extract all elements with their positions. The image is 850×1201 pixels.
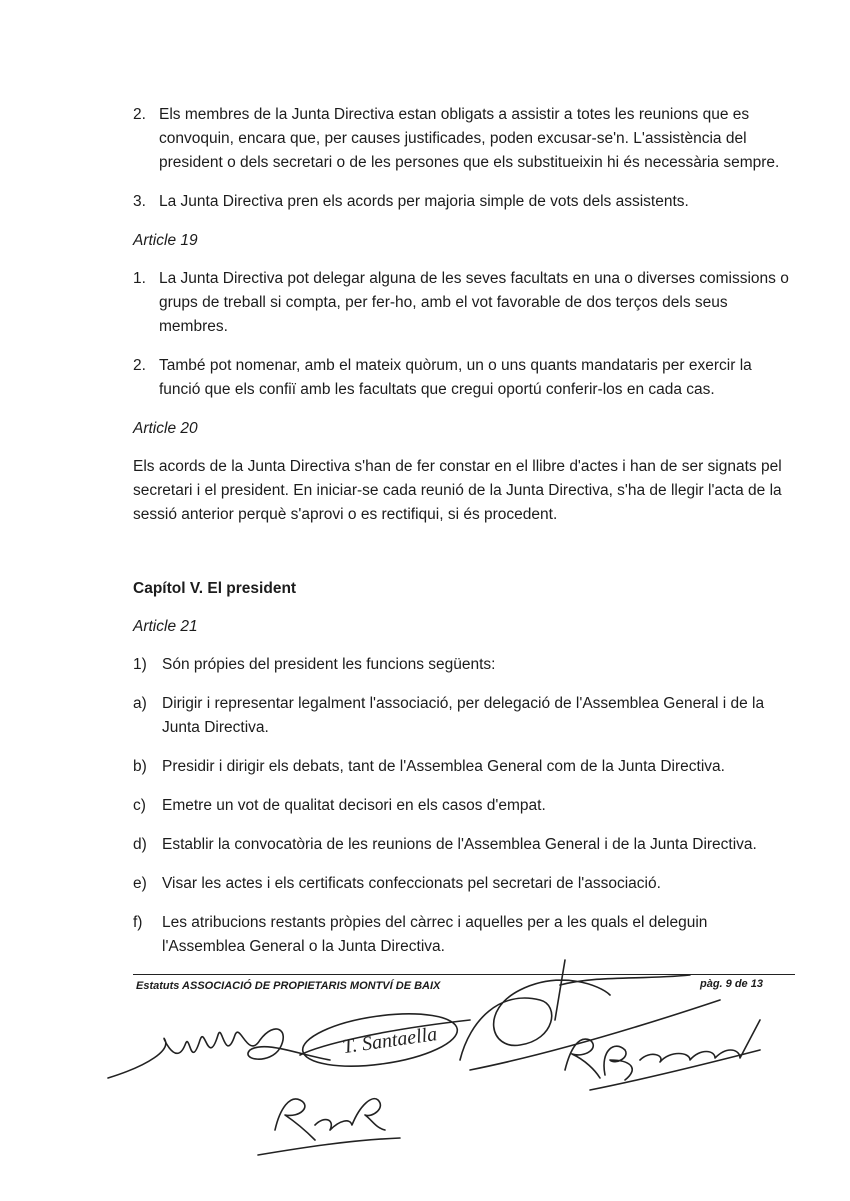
item-number: 1. — [133, 270, 146, 287]
signature-5 — [258, 1099, 400, 1155]
item-number: c) — [133, 797, 146, 814]
signature-text-1: T. Santaella — [341, 1023, 439, 1059]
item-number: b) — [133, 758, 147, 775]
chapter-heading: Capítol V. El president — [133, 580, 297, 597]
article-heading: Article 19 — [133, 232, 198, 249]
item-text: Emetre un vot de qualitat decisori en els casos d'empat. — [162, 797, 546, 814]
item-number: 1) — [133, 656, 147, 673]
item-number: e) — [133, 875, 147, 892]
page-number: pàg. 9 de 13 — [700, 978, 763, 990]
item-text: Presidir i dirigir els debats, tant de l'Assemblea General com de la Junta Directiva. — [162, 758, 725, 775]
item-text: Dirigir i representar legalment l'associació, per delegació de l'Assemblea General i de la Junta Directiva. — [162, 695, 765, 736]
item-number: 2. — [133, 106, 146, 123]
item-text: Les atribucions restants pròpies del càrrec i aquelles per a les quals el deleguin l'Assemblea General o la Junta Directiva. — [162, 914, 708, 955]
item-text: La Junta Directiva pren els acords per majoria simple de vots dels assistents. — [159, 193, 689, 210]
signature-text-3: Rosa Pont — [280, 1152, 285, 1153]
signature-1 — [108, 1029, 330, 1078]
item-number: f) — [133, 914, 143, 931]
item-number: d) — [133, 836, 147, 853]
signature-4 — [565, 1020, 760, 1090]
item-text: Els membres de la Junta Directiva estan obligats a assistir a totes les reunions que es convoquin, encara que, per causes justificades, poden excusar-se'n. L'assistència del president o dels secretari o de les persones que els substitueixin hi és necessària sempre. — [159, 106, 780, 171]
item-text: Establir la convocatòria de les reunions de l'Assemblea General i de la Junta Directiva. — [162, 836, 757, 853]
signature-text-2: R Bosanal — [620, 1088, 625, 1089]
item-text: Visar les actes i els certificats confeccionats pel secretari de l'associació. — [162, 875, 661, 892]
footer-title: Estatuts ASSOCIACIÓ DE PROPIETARIS MONTVÍ DE BAIX — [136, 980, 441, 992]
item-number: a) — [133, 695, 147, 712]
paragraph: Els acords de la Junta Directiva s'han de fer constar en el llibre d'actes i han de ser signats pel secretari i el president. En iniciar-se cada reunió de la Junta Directiva, s'ha de llegir l'acta de la sessió anterior perquè s'aprovi o es rectifiqui, si és procedent. — [133, 458, 782, 523]
article-heading: Article 20 — [133, 420, 198, 437]
item-text: La Junta Directiva pot delegar alguna de les seves facultats en una o diverses comissions o grups de treball si compta, per fer-ho, amb el vot favorable de dos terços dels seus membres. — [159, 270, 789, 335]
item-number: 2. — [133, 357, 146, 374]
article-heading: Article 21 — [133, 618, 198, 635]
item-text: També pot nomenar, amb el mateix quòrum, un o uns quants mandataris per exercir la funció que els confiï amb les facultats que cregui oportú conferir-los en cada cas. — [159, 357, 752, 398]
item-number: 3. — [133, 193, 146, 210]
item-text: Són própies del president les funcions següents: — [162, 656, 496, 673]
